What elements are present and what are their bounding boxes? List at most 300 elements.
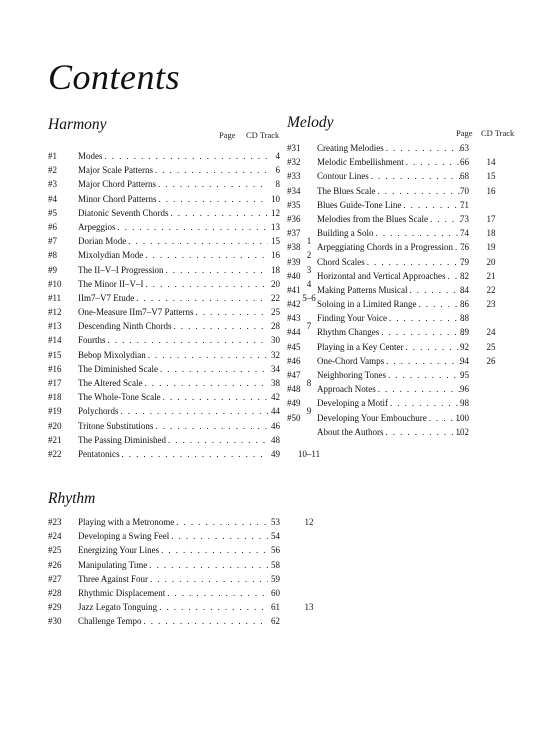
entry-title: Building a Solo — [317, 228, 374, 239]
entry-number: #50 — [287, 412, 301, 423]
entry-page: 66 — [460, 157, 469, 168]
entry-title-leader — [317, 198, 464, 212]
entry-title: Blues Guide-Tone Line — [317, 199, 402, 210]
toc-entry — [287, 141, 527, 155]
entry-page: 86 — [460, 299, 469, 310]
toc-entry — [48, 291, 328, 305]
entry-title: Making Patterns Musical — [317, 284, 408, 295]
entry-page: 58 — [271, 559, 280, 570]
entry-page: 95 — [460, 370, 469, 380]
entry-title: Playing with a Metronome — [78, 517, 175, 527]
entry-cd-track: 12 — [304, 517, 314, 527]
entry-page: 6 — [275, 165, 280, 176]
toc-entry — [287, 169, 527, 183]
entry-page: 54 — [271, 531, 280, 542]
entry-number: #15 — [48, 349, 62, 360]
dot-leader — [176, 515, 268, 529]
entry-title: Bebop Mixolydian — [78, 349, 146, 360]
entry-title-leader — [317, 155, 464, 169]
entry-title: IIm7–V7 Etude — [78, 292, 135, 303]
entry-page: 22 — [271, 292, 280, 303]
dot-leader — [145, 277, 268, 291]
dot-leader — [150, 572, 268, 586]
toc-entry — [48, 515, 328, 529]
entry-title: Playing in a Key Center — [317, 341, 404, 352]
entry-cd-track: 18 — [486, 228, 496, 239]
entry-title: Three Against Four — [78, 573, 148, 584]
entry-title-leader — [78, 192, 268, 206]
dot-leader — [367, 255, 464, 269]
entry-title: Neighboring Tones — [317, 370, 386, 380]
entry-page: 28 — [271, 321, 280, 332]
entry-page: 32 — [271, 349, 280, 360]
entry-title: Minor Chord Patterns — [78, 193, 157, 204]
entry-cd-track: 16 — [486, 185, 496, 196]
entry-page: 30 — [271, 335, 280, 346]
entry-title: Chord Scales — [317, 256, 365, 267]
entry-page: 84 — [460, 284, 469, 295]
entry-title: Major Scale Patterns — [78, 165, 153, 176]
entry-title-leader — [317, 382, 464, 396]
entry-cd-track: 23 — [486, 299, 496, 310]
entry-title-leader — [317, 411, 464, 425]
toc-entry — [48, 348, 328, 362]
toc-entry — [287, 340, 527, 354]
entry-title-leader — [78, 149, 268, 163]
dot-leader — [155, 419, 268, 433]
entry-number: #39 — [287, 256, 301, 267]
entry-cd-track: 9 — [306, 406, 312, 417]
entry-number: #43 — [287, 313, 301, 324]
entry-title-leader — [317, 169, 464, 183]
entry-page: 56 — [271, 545, 280, 556]
entry-title: Horizontal and Vertical Approaches — [317, 270, 446, 281]
entry-number: #5 — [48, 207, 57, 218]
entry-title-leader — [317, 297, 464, 311]
entry-title-leader — [78, 163, 268, 177]
toc-entry — [287, 226, 527, 240]
toc-entry — [287, 354, 527, 368]
entry-title-leader — [317, 340, 464, 354]
entry-number: #6 — [48, 221, 57, 232]
entry-title-leader — [78, 572, 268, 586]
toc-entry — [287, 269, 527, 283]
entry-title-leader — [317, 212, 464, 226]
dot-leader — [161, 543, 268, 557]
entry-title: Soloing in a Limited Range — [317, 299, 417, 310]
entry-number: #18 — [48, 392, 62, 403]
entry-cd-track: 1 — [306, 236, 312, 247]
entry-page: 60 — [271, 587, 280, 598]
entry-page: 49 — [271, 448, 280, 459]
dot-leader — [108, 333, 268, 347]
toc-entry — [287, 255, 527, 269]
entry-title-leader — [78, 220, 268, 234]
section-title-rhythm: Rhythm — [48, 490, 96, 507]
entry-title-leader — [78, 447, 268, 461]
dot-leader — [163, 390, 268, 404]
entry-cd-track: 26 — [486, 355, 496, 366]
entry-number: #22 — [48, 448, 62, 459]
entry-title-leader — [78, 248, 268, 262]
entry-number: #32 — [287, 157, 301, 168]
entry-title: Arpeggios — [78, 221, 116, 232]
entry-page: 25 — [271, 307, 280, 318]
toc-entry — [48, 177, 328, 191]
toc-entry — [287, 411, 527, 425]
dot-leader — [136, 291, 268, 305]
entry-title-leader — [317, 226, 464, 240]
entry-page: 82 — [460, 270, 469, 281]
entry-page: 46 — [271, 420, 280, 431]
entry-title: Fourths — [78, 335, 106, 346]
entry-title: Finding Your Voice — [317, 313, 387, 324]
entry-title-leader — [78, 376, 268, 390]
entry-number: #30 — [48, 616, 62, 627]
toc-entry — [48, 529, 328, 543]
entry-title-leader — [78, 529, 268, 543]
entry-cd-track: 21 — [486, 270, 496, 281]
dot-leader — [377, 184, 464, 198]
entry-title-leader — [317, 269, 464, 283]
entry-title: The Whole-Tone Scale — [78, 392, 161, 403]
toc-entry — [287, 297, 527, 311]
entry-title-leader — [78, 348, 268, 362]
entry-cd-track: 13 — [304, 602, 314, 613]
entry-page: 100 — [455, 412, 469, 423]
toc-entry — [48, 447, 328, 461]
toc-entry — [48, 220, 328, 234]
toc-entry — [48, 333, 328, 347]
entry-title-leader — [78, 614, 268, 628]
dot-leader — [174, 319, 269, 333]
entry-number: #12 — [48, 307, 62, 318]
entry-title-leader — [317, 240, 464, 254]
entry-title: Dorian Mode — [78, 236, 127, 247]
dot-leader — [159, 600, 268, 614]
toc-entry — [287, 283, 527, 297]
entry-number: #33 — [287, 171, 301, 182]
toc-entry — [48, 319, 328, 333]
toc-entry — [48, 277, 328, 291]
entry-number: #4 — [48, 193, 57, 204]
entry-title: Rhythmic Displacement — [78, 587, 166, 598]
entry-cd-track: 5–6 — [302, 292, 316, 303]
entry-number: #37 — [287, 228, 301, 239]
page-title: Contents — [48, 57, 181, 97]
toc-entry — [287, 212, 527, 226]
toc-entry — [287, 198, 527, 212]
toc-entry — [48, 558, 328, 572]
entry-page: 61 — [271, 602, 280, 613]
entry-number: #48 — [287, 384, 301, 395]
toc-entry — [48, 419, 328, 433]
toc-entry — [287, 240, 527, 254]
toc-entry — [287, 155, 527, 169]
entry-title: About the Authors — [317, 426, 384, 437]
dot-leader — [171, 206, 269, 220]
entry-title: Modes — [78, 151, 103, 161]
entry-page: 63 — [460, 143, 469, 153]
entry-title-leader — [78, 543, 268, 557]
toc-entry — [48, 390, 328, 404]
dot-leader — [195, 305, 268, 319]
entry-number: #40 — [287, 270, 301, 281]
entry-page: 79 — [460, 256, 469, 267]
dot-leader — [386, 425, 465, 439]
entry-cd-track: 19 — [486, 242, 496, 253]
entry-title: The Minor II–V–I — [78, 278, 144, 289]
entry-title-leader — [78, 206, 268, 220]
toc-entry — [48, 263, 328, 277]
dot-leader — [381, 325, 464, 339]
column-header-page: Page — [456, 128, 473, 138]
dot-leader — [389, 311, 464, 325]
entry-cd-track: 3 — [306, 264, 312, 275]
toc-entry — [48, 163, 328, 177]
section-title-harmony: Harmony — [48, 116, 107, 133]
dot-leader — [148, 348, 268, 362]
toc-entry — [48, 614, 328, 628]
toc-entry — [48, 192, 328, 206]
entry-title: Melodies from the Blues Scale — [317, 213, 428, 224]
entry-number: #1 — [48, 151, 57, 161]
entry-number: #45 — [287, 341, 301, 352]
entry-title-leader — [78, 234, 268, 248]
entry-number: #2 — [48, 165, 57, 176]
entry-page: 88 — [460, 313, 469, 324]
entry-number: #11 — [48, 292, 62, 303]
toc-entry — [287, 325, 527, 339]
entry-title: The II–V–I Progression — [78, 264, 164, 275]
section-title-melody: Melody — [287, 114, 334, 131]
entry-number: #35 — [287, 199, 301, 210]
rhythm-toc-list — [48, 515, 328, 629]
entry-page: 94 — [460, 355, 469, 366]
entry-page: 74 — [460, 228, 469, 239]
entry-title: The Diminished Scale — [78, 363, 158, 374]
entry-number: #27 — [48, 573, 62, 584]
toc-entry — [48, 404, 328, 418]
entry-page: 18 — [271, 264, 280, 275]
toc-entry — [287, 311, 527, 325]
entry-number: #14 — [48, 335, 62, 346]
entry-number: #13 — [48, 321, 62, 332]
entry-number: #3 — [48, 179, 57, 190]
entry-cd-track: 14 — [486, 157, 496, 168]
entry-title-leader — [78, 177, 268, 191]
entry-title: Diatonic Seventh Chords — [78, 207, 169, 218]
entry-title-leader — [78, 433, 268, 447]
entry-page: 44 — [271, 406, 280, 417]
entry-number: #44 — [287, 327, 301, 338]
entry-title-leader — [317, 255, 464, 269]
entry-title: Creating Melodies — [317, 143, 384, 153]
dot-leader — [128, 234, 268, 248]
entry-cd-track: 10–11 — [297, 448, 321, 459]
entry-cd-track: 8 — [306, 378, 312, 388]
entry-page: 8 — [275, 179, 280, 190]
toc-entry — [48, 362, 328, 376]
entry-title-leader — [78, 404, 268, 418]
entry-page: 38 — [271, 378, 280, 388]
entry-page: 53 — [271, 517, 280, 527]
entry-page: 62 — [271, 616, 280, 627]
entry-title: Pentatonics — [78, 448, 120, 459]
dot-leader — [159, 192, 269, 206]
entry-page: 34 — [271, 363, 280, 374]
entry-number: #10 — [48, 278, 62, 289]
entry-title-leader — [317, 368, 464, 382]
entry-number: #34 — [287, 185, 301, 196]
entry-number: #41 — [287, 284, 301, 295]
entry-title: Mixolydian Mode — [78, 250, 144, 261]
entry-cd-track: 15 — [486, 171, 496, 182]
entry-number: #24 — [48, 531, 62, 542]
toc-entry — [48, 149, 328, 163]
entry-title-leader — [78, 390, 268, 404]
entry-number: #17 — [48, 378, 62, 388]
entry-number: #20 — [48, 420, 62, 431]
entry-cd-track: 17 — [486, 213, 496, 224]
column-header-page: Page — [219, 130, 236, 140]
entry-title-leader — [78, 305, 268, 319]
entry-page: 10 — [271, 193, 280, 204]
entry-number: #29 — [48, 602, 62, 613]
entry-title: Developing Your Embouchure — [317, 412, 427, 423]
dot-leader — [171, 529, 268, 543]
entry-title-leader — [317, 325, 464, 339]
entry-title: Descending Ninth Chords — [78, 321, 172, 332]
entry-title: The Passing Diminished — [78, 434, 166, 445]
entry-page: 102 — [455, 426, 469, 437]
entry-number: #16 — [48, 363, 62, 374]
toc-entry — [287, 425, 527, 439]
dot-leader — [390, 396, 464, 410]
entry-page: 13 — [271, 221, 280, 232]
toc-entry — [48, 572, 328, 586]
toc-entry — [48, 376, 328, 390]
entry-title: Energizing Your Lines — [78, 545, 160, 556]
toc-entry — [48, 433, 328, 447]
entry-title-leader — [78, 586, 268, 600]
toc-entry — [48, 600, 328, 614]
toc-entry — [48, 543, 328, 557]
dot-leader — [149, 558, 268, 572]
entry-title: One-Chord Vamps — [317, 355, 385, 366]
entry-number: #25 — [48, 545, 62, 556]
entry-number: #49 — [287, 398, 301, 409]
toc-entry — [48, 586, 328, 600]
entry-title: Tritone Substitutions — [78, 420, 154, 431]
entry-title: Melodic Embellishment — [317, 157, 404, 168]
dot-leader — [160, 362, 268, 376]
entry-cd-track: 25 — [486, 341, 496, 352]
entry-page: 15 — [271, 236, 280, 247]
column-header-cd-track: CD Track — [481, 128, 515, 138]
entry-title-leader — [78, 333, 268, 347]
entry-number: #42 — [287, 299, 301, 310]
entry-page: 20 — [271, 278, 280, 289]
entry-number: #9 — [48, 264, 57, 275]
entry-page: 71 — [460, 199, 469, 210]
harmony-toc-list — [48, 149, 328, 461]
entry-title: The Altered Scale — [78, 378, 143, 388]
entry-page: 48 — [271, 434, 280, 445]
entry-title-leader — [78, 558, 268, 572]
entry-title-leader — [78, 515, 268, 529]
entry-number: #19 — [48, 406, 62, 417]
entry-number: #38 — [287, 242, 301, 253]
entry-title-leader — [317, 311, 464, 325]
entry-page: 68 — [460, 171, 469, 182]
toc-entry — [287, 382, 527, 396]
toc-entry — [48, 206, 328, 220]
toc-entry — [48, 234, 328, 248]
entry-title: Manipulating Time — [78, 559, 148, 570]
dot-leader — [167, 586, 268, 600]
dot-leader — [165, 263, 268, 277]
melody-toc-list — [287, 141, 527, 439]
entry-number: #8 — [48, 250, 57, 261]
entry-title: Polychords — [78, 406, 119, 417]
entry-cd-track: 2 — [306, 250, 312, 261]
entry-title-leader — [78, 277, 268, 291]
entry-number: #28 — [48, 587, 62, 598]
entry-page: 59 — [271, 573, 280, 584]
toc-entry — [48, 248, 328, 262]
dot-leader — [388, 368, 464, 382]
entry-number: #7 — [48, 236, 57, 247]
entry-title-leader — [78, 291, 268, 305]
entry-page: 73 — [460, 213, 469, 224]
entry-page: 70 — [460, 185, 469, 196]
entry-title-leader — [78, 362, 268, 376]
entry-title: Major Chord Patterns — [78, 179, 156, 190]
dot-leader — [143, 614, 268, 628]
entry-title: Challenge Tempo — [78, 616, 142, 627]
entry-page: 92 — [460, 341, 469, 352]
entry-number: #26 — [48, 559, 62, 570]
entry-number: #36 — [287, 213, 301, 224]
entry-page: 76 — [460, 242, 469, 253]
entry-page: 96 — [460, 384, 469, 395]
entry-page: 98 — [460, 398, 469, 409]
dot-leader — [155, 163, 268, 177]
entry-number: #47 — [287, 370, 301, 380]
entry-title: Jazz Legato Tonguing — [78, 602, 158, 613]
entry-cd-track: 24 — [486, 327, 496, 338]
dot-leader — [378, 382, 464, 396]
entry-title-leader — [317, 396, 464, 410]
dot-leader — [144, 376, 268, 390]
dot-leader — [386, 141, 464, 155]
dot-leader — [121, 404, 269, 418]
entry-page: 4 — [275, 151, 280, 161]
toc-entry — [48, 305, 328, 319]
entry-title-leader — [78, 419, 268, 433]
entry-number: #23 — [48, 517, 62, 527]
toc-entry — [287, 184, 527, 198]
entry-page: 12 — [271, 207, 280, 218]
entry-title-leader — [317, 141, 464, 155]
entry-title: The Blues Scale — [317, 185, 376, 196]
entry-title: Developing a Swing Feel — [78, 531, 170, 542]
dot-leader — [371, 169, 464, 183]
entry-title: Developing a Motif — [317, 398, 388, 409]
entry-title-leader — [317, 354, 464, 368]
entry-cd-track: 22 — [486, 284, 496, 295]
